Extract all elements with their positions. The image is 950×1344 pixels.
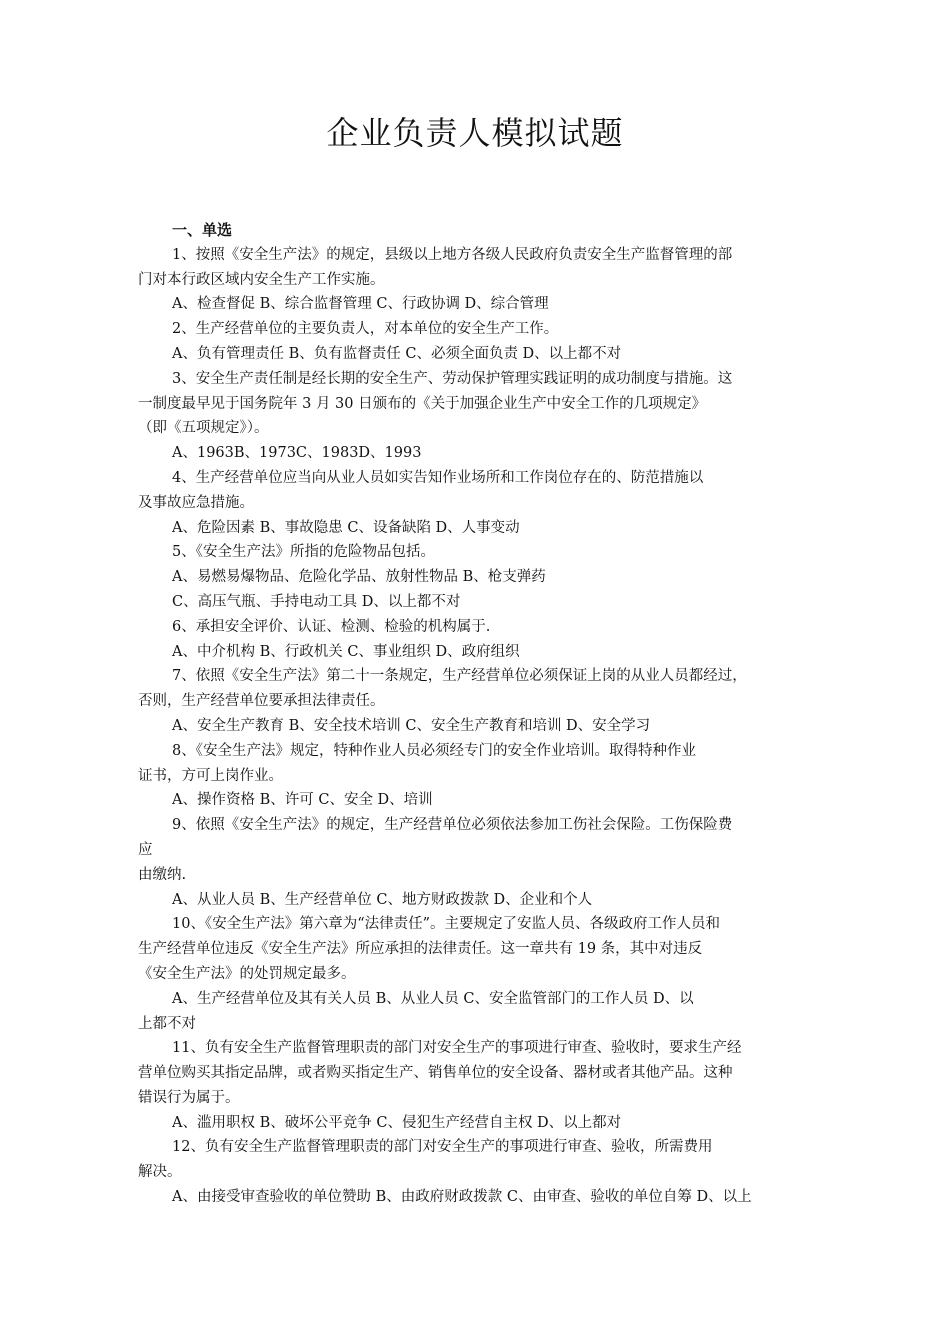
text-line: A、生产经营单位及其有关人员 B、从业人员 C、安全监管部门的工作人员 D、以 — [172, 990, 694, 1007]
text-line: 由缴纳. — [138, 866, 187, 883]
text-line: 《安全生产法》的处罚规定最多。 — [138, 965, 356, 982]
text-line: 及事故应急措施。 — [138, 494, 254, 511]
text-line: 营单位购买其指定品牌，或者购买指定生产、销售单位的安全设备、器材或者其他产品。这种 — [138, 1065, 733, 1082]
text-line: A、滥用职权 B、破坏公平竞争 C、侵犯生产经营自主权 D、以上都对 — [172, 1114, 622, 1131]
document-body — [138, 218, 858, 1210]
text-line: 8、《安全生产法》规定，特种作业人员必须经专门的安全作业培训。取得特种作业 — [172, 742, 696, 759]
text-line: 证书，方可上岗作业。 — [138, 767, 283, 784]
text-line: A、易燃易爆物品、危险化学品、放射性物品 B、枪支弹药 — [172, 569, 546, 586]
text-line: 4、生产经营单位应当向从业人员如实告知作业场所和工作岗位存在的、防范措施以 — [172, 469, 704, 486]
text-line: A、负有管理责任 B、负有监督责任 C、必须全面负责 D、以上都不对 — [172, 345, 622, 362]
text-line: 1、按照《安全生产法》的规定，县级以上地方各级人民政府负责安全生产监督管理的部 — [172, 246, 733, 263]
text-line: 门对本行政区域内安全生产工作实施。 — [138, 271, 385, 288]
text-line: 一制度最早见于国务院年 3 月 30 日颁布的《关于加强企业生产中安全工作的几项规定》 — [138, 395, 707, 412]
text-line: A、危险因素 B、事故隐患 C、设备缺陷 D、人事变动 — [172, 519, 520, 536]
text-line: A、安全生产教育 B、安全技术培训 C、安全生产教育和培训 D、安全学习 — [172, 717, 651, 734]
text-line: 3、安全生产责任制是经长期的安全生产、劳动保护管理实践证明的成功制度与措施。这 — [172, 370, 733, 387]
text-line: A、由接受审查验收的单位赞助 B、由政府财政拨款 C、由审查、验收的单位自筹 D、以上 — [172, 1189, 752, 1206]
text-line: A、中介机构 B、行政机关 C、事业组织 D、政府组织 — [172, 643, 520, 660]
text-line: A、从业人员 B、生产经营单位 C、地方财政拨款 D、企业和个人 — [172, 891, 593, 908]
text-line: 2、生产经营单位的主要负责人，对本单位的安全生产工作。 — [172, 321, 559, 338]
text-line: A、1963B、1973C、1983D、1993 — [172, 445, 422, 462]
text-line: C、高压气瓶、手持电动工具 D、以上都不对 — [172, 593, 461, 610]
text-line: 否则，生产经营单位要承担法律责任。 — [138, 693, 385, 710]
text-line: A、检查督促 B、综合监督管理 C、行政协调 D、综合管理 — [172, 296, 549, 313]
text-line: 错误行为属于。 — [138, 1089, 240, 1106]
text-line: 解决。 — [138, 1164, 182, 1181]
text-line: 上都不对 — [138, 1015, 196, 1032]
text-line: 6、承担安全评价、认证、检测、检验的机构属于. — [172, 618, 491, 635]
text-line: 应 — [138, 841, 153, 858]
document-title: 企业负责人模拟试题 — [326, 114, 624, 152]
text-line: 9、依照《安全生产法》的规定，生产经营单位必须依法参加工伤社会保险。工伤保险费 — [172, 817, 733, 834]
section-heading: 一、单选 — [172, 221, 233, 239]
text-line: 生产经营单位违反《安全生产法》所应承担的法律责任。这一章共有 19 条，其中对违反 — [138, 941, 703, 958]
text-line: 5、《安全生产法》所指的危险物品包括。 — [172, 544, 435, 561]
text-line: 7、依照《安全生产法》第二十一条规定，生产经营单位必须保证上岗的从业人员都经过， — [172, 668, 747, 685]
text-line: 11、负有安全生产监督管理职责的部门对安全生产的事项进行审查、验收时，要求生产经 — [172, 1040, 742, 1057]
text-line: 12、负有安全生产监督管理职责的部门对安全生产的事项进行审查、验收，所需费用 — [172, 1139, 713, 1156]
text-line: 10、《安全生产法》第六章为“法律责任”。主要规定了安监人员、各级政府工作人员和 — [172, 916, 721, 933]
text-line: （即《五项规定》）。 — [138, 420, 269, 437]
text-line: A、操作资格 B、许可 C、安全 D、培训 — [172, 792, 433, 809]
